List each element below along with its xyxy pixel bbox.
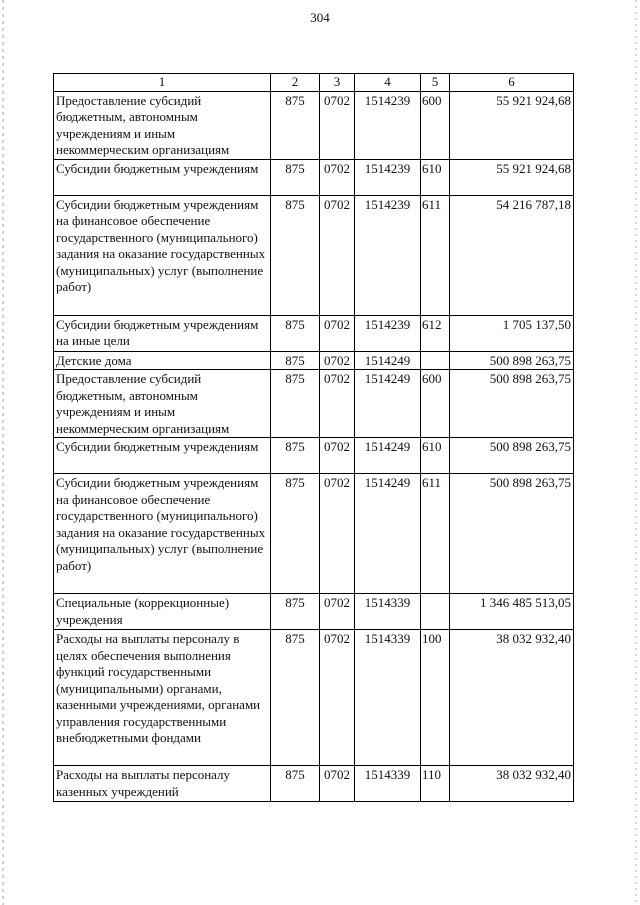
row-name: Расходы на выплаты персоналу в целях обеспечения выполнения функций государственными (муниципальными) органами, казенными учреждениями, органами управления государственными внебюджетными фондами [54,630,271,766]
row-code-gr: 875 [271,438,320,474]
row-code-vr: 100 [421,630,450,766]
header-cell: 5 [421,74,450,92]
table-row [54,370,574,438]
row-code-rz: 0702 [320,474,355,594]
row-code-csr: 1514339 [355,766,421,802]
row-name: Предоставление субсидий бюджетным, автономным учреждениям и иным некоммерческим организациям [54,370,271,438]
table-row [54,594,574,630]
row-sum: 500 898 263,75 [450,438,574,474]
row-code-gr: 875 [271,474,320,594]
row-name: Субсидии бюджетным учреждениям на иные цели [54,315,271,351]
table-row [54,766,574,802]
row-code-rz: 0702 [320,594,355,630]
row-name: Специальные (коррекционные) учреждения [54,594,271,630]
row-code-gr: 875 [271,630,320,766]
header-cell: 6 [450,74,574,92]
row-code-csr: 1514339 [355,594,421,630]
row-code-vr: 600 [421,91,450,159]
row-code-gr: 875 [271,159,320,195]
table-row [54,438,574,474]
scan-edge-left [2,0,4,905]
row-code-rz: 0702 [320,159,355,195]
row-code-csr: 1514249 [355,438,421,474]
row-code-gr: 875 [271,351,320,370]
row-sum: 1 705 137,50 [450,315,574,351]
row-code-vr: 611 [421,474,450,594]
row-code-vr: 600 [421,370,450,438]
scan-edge-right [635,0,637,905]
row-code-vr: 612 [421,315,450,351]
page-number: 304 [310,10,330,25]
table-row [54,195,574,315]
row-code-rz: 0702 [320,315,355,351]
row-name: Субсидии бюджетным учреждениям на финансовое обеспечение государственного (муниципального) задания на оказание государственных (муниципальных) услуг (выполнение работ) [54,474,271,594]
row-code-gr: 875 [271,594,320,630]
row-name: Детские дома [54,351,271,370]
row-sum: 38 032 932,40 [450,766,574,802]
row-code-rz: 0702 [320,630,355,766]
row-sum: 54 216 787,18 [450,195,574,315]
row-code-vr: 610 [421,438,450,474]
row-code-rz: 0702 [320,438,355,474]
table-row [54,91,574,159]
header-cell: 3 [320,74,355,92]
header-cell: 4 [355,74,421,92]
row-code-gr: 875 [271,91,320,159]
row-code-vr [421,594,450,630]
table-header-row [54,74,574,92]
row-code-csr: 1514249 [355,351,421,370]
header-cell: 2 [271,74,320,92]
table-row [54,630,574,766]
row-code-vr: 610 [421,159,450,195]
row-sum: 55 921 924,68 [450,91,574,159]
row-name: Расходы на выплаты персоналу казенных учреждений [54,766,271,802]
row-sum: 55 921 924,68 [450,159,574,195]
row-sum: 1 346 485 513,05 [450,594,574,630]
header-cell: 1 [54,74,271,92]
table-row [54,159,574,195]
row-code-csr: 1514239 [355,159,421,195]
row-code-csr: 1514239 [355,195,421,315]
table-row [54,474,574,594]
row-sum: 38 032 932,40 [450,630,574,766]
row-code-vr: 110 [421,766,450,802]
row-code-csr: 1514239 [355,315,421,351]
row-name: Субсидии бюджетным учреждениям [54,159,271,195]
row-code-csr: 1514249 [355,370,421,438]
row-code-rz: 0702 [320,91,355,159]
row-sum: 500 898 263,75 [450,351,574,370]
row-code-gr: 875 [271,766,320,802]
row-name: Субсидии бюджетным учреждениям на финансовое обеспечение государственного (муниципального) задания на оказание государственных (муниципальных) услуг (выполнение работ) [54,195,271,315]
table-row [54,351,574,370]
row-sum: 500 898 263,75 [450,370,574,438]
row-code-rz: 0702 [320,766,355,802]
row-code-vr: 611 [421,195,450,315]
row-code-csr: 1514249 [355,474,421,594]
row-name: Предоставление субсидий бюджетным, автономным учреждениям и иным некоммерческим организациям [54,91,271,159]
row-code-vr [421,351,450,370]
row-sum: 500 898 263,75 [450,474,574,594]
row-code-gr: 875 [271,315,320,351]
table-row [54,315,574,351]
row-code-csr: 1514239 [355,91,421,159]
row-code-rz: 0702 [320,370,355,438]
row-code-rz: 0702 [320,351,355,370]
budget-table [53,73,574,802]
row-code-csr: 1514339 [355,630,421,766]
row-code-gr: 875 [271,195,320,315]
row-code-gr: 875 [271,370,320,438]
row-code-rz: 0702 [320,195,355,315]
row-name: Субсидии бюджетным учреждениям [54,438,271,474]
